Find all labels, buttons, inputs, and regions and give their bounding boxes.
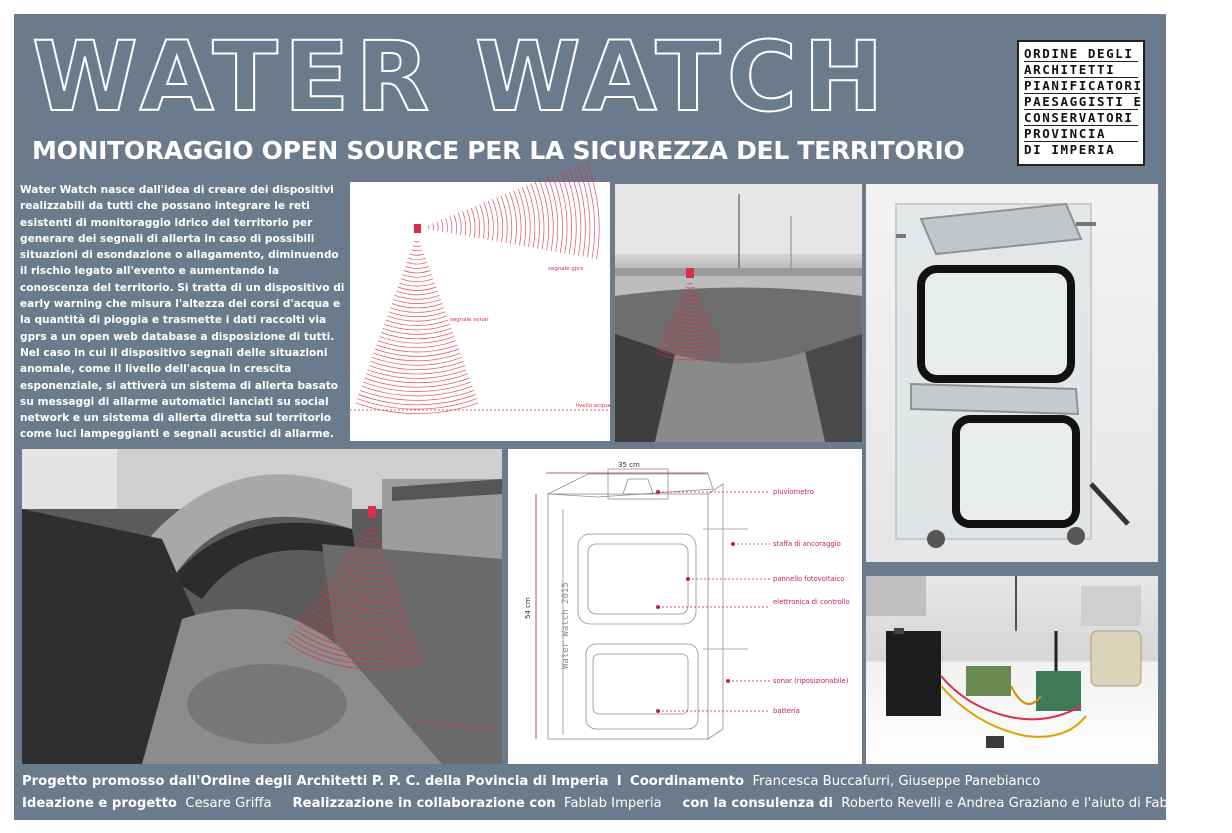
device-drawing-svg bbox=[508, 449, 862, 764]
part-mounting-bracket: staffa di ancoraggio bbox=[773, 540, 841, 548]
device-drawing bbox=[508, 449, 862, 764]
footer-coordination-names: Francesca Buccafurri, Giuseppe Panebianco bbox=[752, 774, 1041, 789]
river-photo-svg bbox=[22, 449, 502, 764]
footer-promoted: Progetto promosso dall'Ordine degli Architetti P. P. C. della Povincia di Imperia bbox=[22, 774, 609, 789]
footer-separator: I bbox=[616, 774, 622, 789]
electronics-photo-svg bbox=[866, 576, 1158, 764]
part-rain-gauge: pluviometro bbox=[773, 488, 814, 496]
signal-diagram bbox=[350, 182, 610, 441]
label-water-level: livello acqua bbox=[576, 403, 611, 409]
footer-advice-names: Roberto Revelli e Andrea Graziano e l'aiuto di Fablab Torino bbox=[841, 796, 1232, 811]
footer-line-1 bbox=[22, 774, 1040, 789]
footer-advice-label: con la consulenza di bbox=[682, 796, 833, 811]
intro-text: Water Watch nasce dall'idea di creare dei dispositivi realizzabili da tutti che possano integrare le reti esistenti di monitoraggio idrico del territorio per generare dei segnali di allerta in caso di possibili situazioni di esondazione o allagamento, diminuendo il rischio legato all'evento e aumentando la conoscenza del territorio. Si tratta di un dispositivo di early warning che misura l'altezza dei corsi d'acqua e la quantità di pioggia e trasmette i dati raccolti via gprs a un open web database a disposizione di tutti. Nel caso in cui il dispositivo segnali delle situazioni anomale, come il livello dell'acqua in crescita esponenziale, si attiverà un sistema di allerta basato su messaggi di allarme automatici lanciati su social network e un sistema di allerta diretta sul territorio come luci lampeggianti e segnali acustici di allarme. bbox=[20, 184, 345, 441]
poster bbox=[14, 14, 1232, 820]
label-gprs: segnale gprs bbox=[548, 266, 584, 272]
bridge-photo-svg bbox=[615, 184, 862, 442]
footer-coordination-label: Coordinamento bbox=[630, 774, 745, 789]
footer-line-2 bbox=[22, 796, 1232, 811]
box-engraving: Water Watch 2015 bbox=[561, 582, 571, 669]
river-photo bbox=[22, 449, 502, 764]
sonar-waves bbox=[356, 242, 479, 414]
device-photo-svg bbox=[866, 184, 1158, 562]
label-sonar: segnale sonar bbox=[450, 317, 489, 323]
footer-ideation-name: Cesare Griffa bbox=[185, 796, 272, 811]
logo-line-2: ARCHITETTI bbox=[1024, 62, 1138, 78]
logo-line-3: PIANIFICATORI bbox=[1024, 78, 1143, 93]
gprs-waves bbox=[428, 161, 599, 259]
footer-collab-label: Realizzazione in collaborazione con bbox=[292, 796, 556, 811]
poster-title: WATER WATCH bbox=[32, 21, 890, 133]
device-photo bbox=[866, 184, 1158, 562]
width-dimension: 35 cm bbox=[618, 461, 640, 469]
logo-line-5: CONSERVATORI bbox=[1024, 110, 1138, 126]
bridge-photo bbox=[615, 184, 862, 442]
part-solar-panel: pannello fotovoltaico bbox=[773, 575, 845, 583]
poster-subtitle: MONITORAGGIO OPEN SOURCE PER LA SICUREZZA DEL TERRITORIO bbox=[32, 136, 965, 165]
electronics-photo bbox=[866, 576, 1158, 764]
logo-line-7: DI IMPERIA bbox=[1024, 142, 1116, 157]
logo-line-6: PROVINCIA bbox=[1024, 126, 1138, 142]
signal-diagram-svg bbox=[350, 182, 610, 441]
footer-ideation-label: Ideazione e progetto bbox=[22, 796, 177, 811]
part-sonar: sonar (riposizionabile) bbox=[773, 677, 849, 685]
order-logo bbox=[1017, 40, 1145, 166]
logo-line-4: PAESAGGISTI E bbox=[1024, 94, 1143, 109]
height-dimension: 54 cm bbox=[524, 597, 532, 619]
part-electronics: elettronica di controllo bbox=[773, 598, 850, 606]
logo-line-1: ORDINE DEGLI bbox=[1024, 46, 1138, 62]
part-battery: batteria bbox=[773, 707, 800, 715]
footer-collab-name: Fablab Imperia bbox=[564, 796, 662, 811]
sensor-marker bbox=[414, 224, 421, 233]
